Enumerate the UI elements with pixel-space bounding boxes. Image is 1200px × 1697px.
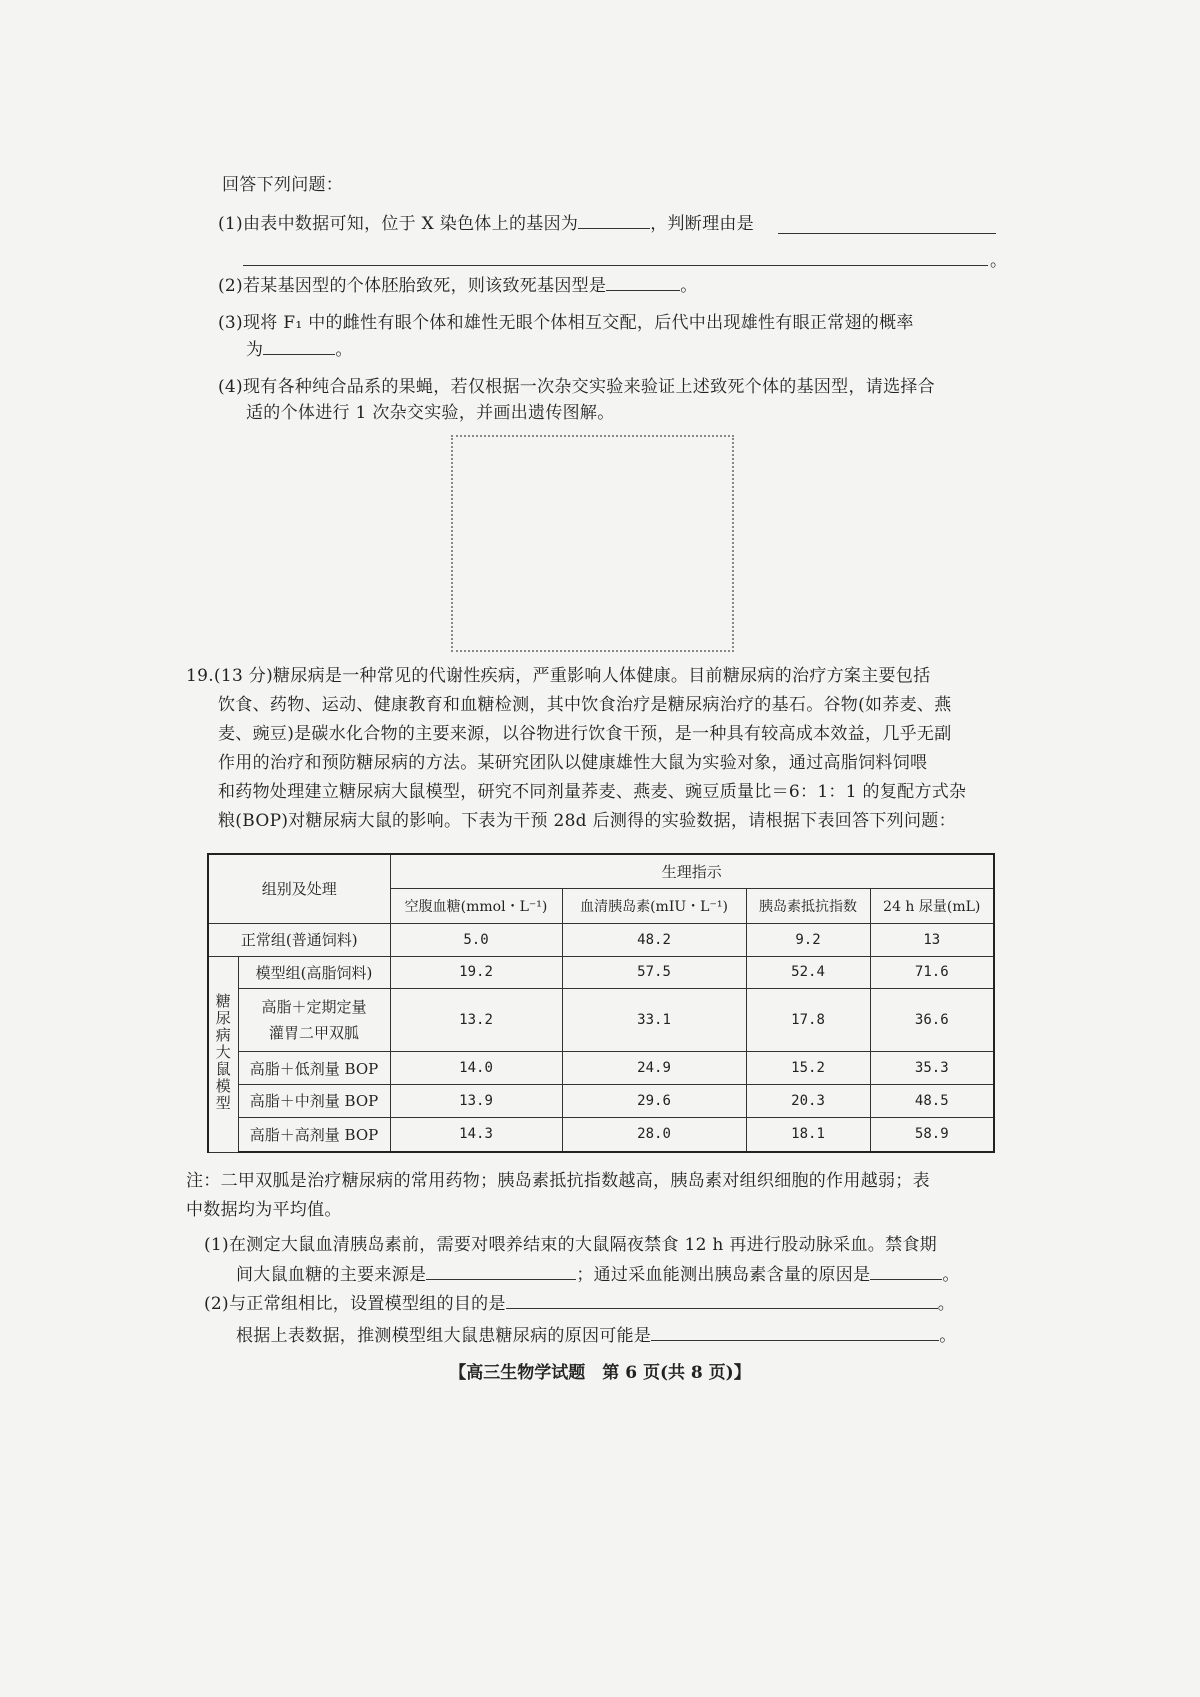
row-label: 高脂＋高剂量 BOP: [238, 1117, 390, 1152]
q18-part2-text: (2)若某基因型的个体胚胎致死，则该致死基因型是: [218, 276, 607, 296]
q19-part1-line1: (1)在测定大鼠血清胰岛素前，需要对喂养结束的大鼠隔夜禁食 12 h 再进行股动脉采血。禁食期: [204, 1235, 937, 1255]
answer-blank[interactable]: [870, 1261, 942, 1280]
table-cell: 13: [870, 923, 994, 956]
q19-para-line: 粮(BOP)对糖尿病大鼠的影响。下表为干预 28d 后测得的实验数据，请根据下表回答下列问题：: [218, 811, 956, 831]
q18-part1-text-b: ，判断理由是: [650, 214, 755, 234]
answer-blank[interactable]: [263, 336, 335, 355]
table-note-line1: 注：二甲双胍是治疗糖尿病的常用药物；胰岛素抵抗指数越高，胰岛素对组织细胞的作用越弱；表: [186, 1171, 930, 1191]
table-row: [208, 956, 994, 989]
row-label: 模型组(高脂饲料): [238, 956, 390, 989]
table-note-line2: 中数据均为平均值。: [186, 1200, 342, 1220]
table-cell: 14.3: [390, 1117, 562, 1152]
row-label: 高脂＋低剂量 BOP: [238, 1052, 390, 1085]
table-cell: 36.6: [870, 989, 994, 1052]
q18-part1-line1: [218, 210, 754, 237]
q19-part1-line2: [236, 1261, 960, 1288]
q18-part1-text-a: (1)由表中数据可知，位于 X 染色体上的基因为: [218, 214, 579, 234]
table-cell: 24.9: [562, 1052, 746, 1085]
table-cell: 13.2: [390, 989, 562, 1052]
q19-para-line: 麦、豌豆)是碳水化合物的主要来源，以谷物进行饮食干预，是一种具有较高成本效益，几乎无副: [218, 724, 952, 744]
table-row: [208, 923, 994, 956]
q19-part2-line2: [236, 1322, 957, 1349]
row-label-line: 灌胃二甲双胍: [269, 1024, 360, 1043]
q18-part3-text: 为: [246, 340, 264, 360]
q19-para-line: 作用的治疗和预防糖尿病的方法。某研究团队以健康雄性大鼠为实验对象，通过高脂饲料饲喂: [218, 753, 928, 773]
column-header: 空腹血糖(mmol・L⁻¹): [390, 889, 562, 924]
q19-para-line: 19.(13 分)糖尿病是一种常见的代谢性疾病，严重影响人体健康。目前糖尿病的治疗方案主要包括: [186, 666, 931, 686]
intro-text: 回答下列问题：: [222, 175, 344, 195]
column-header: 血清胰岛素(mIU・L⁻¹): [562, 889, 746, 924]
row-label: 高脂＋中剂量 BOP: [238, 1085, 390, 1118]
table-cell: 58.9: [870, 1117, 994, 1152]
table-cell: 14.0: [390, 1052, 562, 1085]
row-label: [238, 989, 390, 1052]
q18-part4-line2: 适的个体进行 1 次杂交实验，并画出遗传图解。: [246, 403, 615, 423]
q19-para-line: 和药物处理建立糖尿病大鼠模型，研究不同剂量荞麦、燕麦、豌豆质量比＝6：1：1 的复配方式杂: [218, 782, 967, 802]
table-cell: 71.6: [870, 956, 994, 989]
row-label: 正常组(普通饲料): [208, 923, 390, 956]
period: 。: [680, 276, 698, 296]
table-cell: 13.9: [390, 1085, 562, 1118]
table-cell: 52.4: [746, 956, 870, 989]
answer-blank[interactable]: [778, 233, 996, 234]
experiment-data-table: [207, 853, 995, 1153]
model-group-label-text: 糖尿病大鼠模型: [213, 992, 232, 1112]
table-cell: 48.2: [562, 923, 746, 956]
table-header-indicator: 生理指示: [390, 854, 994, 889]
q18-part3-line1: (3)现将 F₁ 中的雌性有眼个体和雄性无眼个体相互交配，后代中出现雄性有眼正常翅的概率: [218, 313, 914, 333]
table-row: [208, 1085, 994, 1118]
answer-blank[interactable]: [578, 210, 650, 229]
q18-part4-line1: (4)现有各种纯合品系的果蝇，若仅根据一次杂交实验来验证上述致死个体的基因型，请选择合: [218, 377, 935, 397]
column-header: 24 h 尿量(mL): [870, 889, 994, 924]
table-cell: 18.1: [746, 1117, 870, 1152]
q19-part1-text-b: ；通过采血能测出胰岛素含量的原因是: [576, 1265, 871, 1285]
period: 。: [990, 251, 1008, 271]
q19-part2-text-a: (2)与正常组相比，设置模型组的目的是: [204, 1294, 506, 1314]
table-cell: 28.0: [562, 1117, 746, 1152]
model-group-label: [208, 956, 238, 1152]
genetic-diagram-answer-box[interactable]: [451, 435, 734, 652]
q18-part2: [218, 272, 698, 299]
column-header: 胰岛素抵抗指数: [746, 889, 870, 924]
row-label-line: 高脂＋定期定量: [261, 998, 367, 1017]
table-header-group: 组别及处理: [208, 854, 390, 923]
table-row: [208, 1117, 994, 1152]
answer-blank[interactable]: [651, 1322, 939, 1341]
q19-part2-line1: [204, 1290, 955, 1317]
period: 。: [942, 1265, 960, 1285]
table-cell: 29.6: [562, 1085, 746, 1118]
table-row: [208, 1052, 994, 1085]
table-cell: 57.5: [562, 956, 746, 989]
table-cell: 20.3: [746, 1085, 870, 1118]
table-cell: 19.2: [390, 956, 562, 989]
table-cell: 9.2: [746, 923, 870, 956]
period: 。: [939, 1326, 957, 1346]
table-cell: 35.3: [870, 1052, 994, 1085]
answer-blank[interactable]: [243, 265, 988, 266]
answer-blank[interactable]: [506, 1290, 938, 1309]
q19-part2-text-b: 根据上表数据，推测模型组大鼠患糖尿病的原因可能是: [236, 1326, 652, 1346]
q19-part1-text-a: 间大鼠血糖的主要来源是: [236, 1265, 427, 1285]
table-cell: 15.2: [746, 1052, 870, 1085]
answer-blank[interactable]: [426, 1261, 576, 1280]
q18-part3-line2: [246, 336, 353, 363]
period: 。: [335, 340, 353, 360]
table-row: [208, 989, 994, 1052]
page-footer: 【高三生物学试题 第 6 页(共 8 页)】: [449, 1363, 751, 1383]
q19-para-line: 饮食、药物、运动、健康教育和血糖检测，其中饮食治疗是糖尿病治疗的基石。谷物(如荞麦、燕: [218, 695, 952, 715]
answer-blank[interactable]: [606, 272, 680, 291]
table-cell: 5.0: [390, 923, 562, 956]
table-cell: 33.1: [562, 989, 746, 1052]
table-cell: 48.5: [870, 1085, 994, 1118]
period: 。: [937, 1294, 956, 1314]
table-cell: 17.8: [746, 989, 870, 1052]
